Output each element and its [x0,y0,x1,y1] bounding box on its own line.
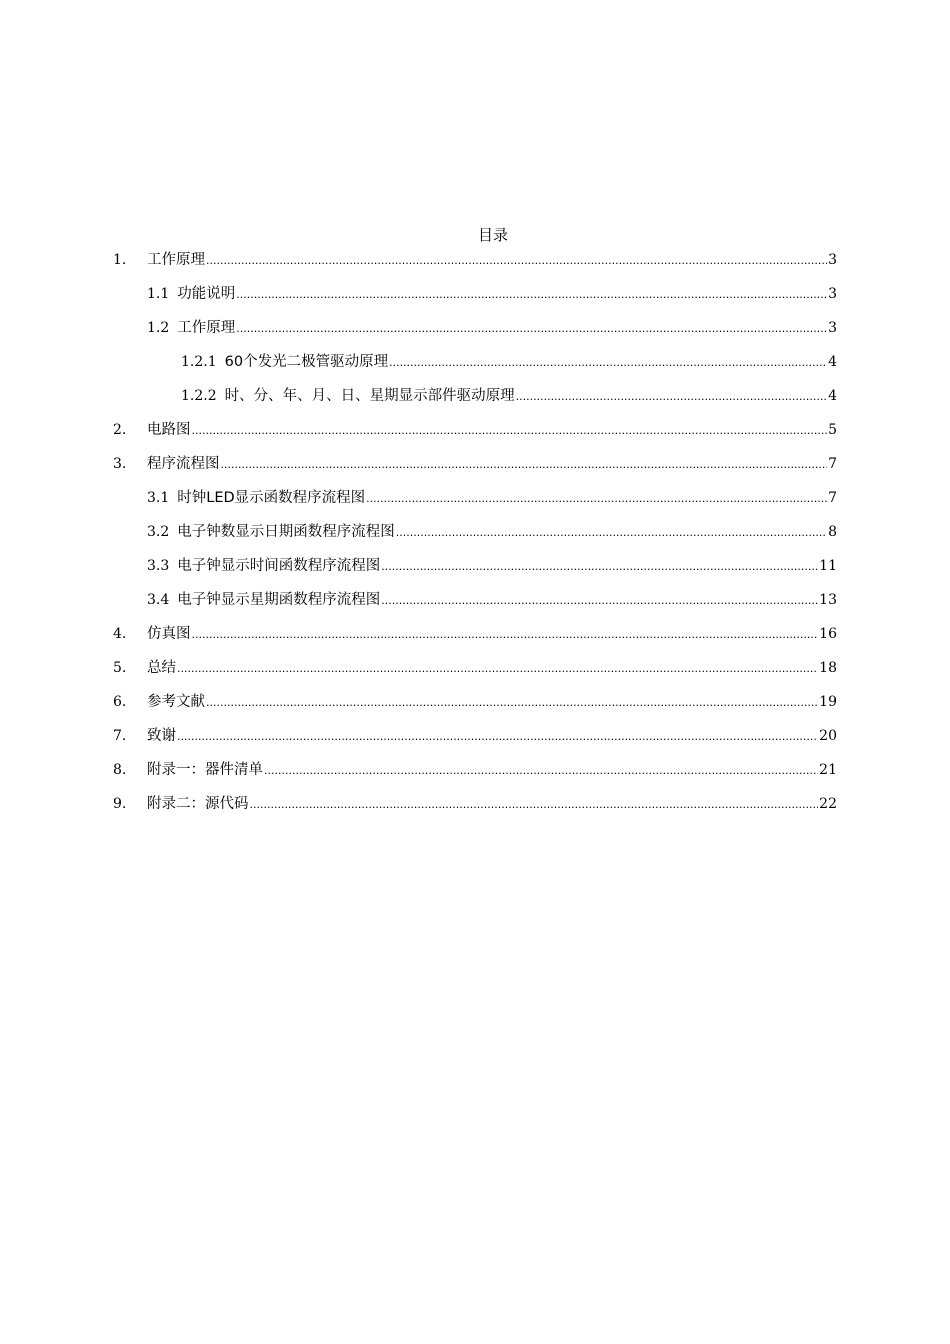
toc-entry-number: 2. [113,422,127,438]
toc-entry[interactable] [113,452,837,476]
toc-dot-leader [206,249,827,272]
toc-entry-number: 1.2.1 [181,354,217,370]
toc-entry-label: 总结 [147,660,176,676]
toc-entry-number: 1.2.2 [181,388,217,404]
toc-entry[interactable] [147,316,837,340]
toc-entry[interactable] [113,724,837,748]
toc-entry-label: 附录一：器件清单 [147,762,263,778]
toc-dot-leader [389,351,827,374]
toc-dot-leader [221,453,828,476]
toc-entry[interactable] [181,350,837,374]
toc-entry-label: 附录二：源代码 [147,796,249,812]
toc-entry-number: 3.2 [147,524,170,540]
toc-dot-leader [381,555,818,578]
toc-entry-label: 电子钟显示星期函数程序流程图 [177,592,381,608]
toc-entry-label: 时钟LED显示函数程序流程图 [177,490,366,506]
toc-entry[interactable] [113,248,837,272]
toc-entry-number: 6. [113,694,127,710]
toc-dot-leader [177,657,818,680]
toc-dot-leader [236,317,827,340]
toc-entry-page: 4 [828,388,837,404]
toc-entry-page: 4 [828,354,837,370]
toc-entry-number: 8. [113,762,127,778]
toc-entry[interactable] [147,520,837,544]
toc-dot-leader [236,283,827,306]
toc-entry-number: 1.1 [147,286,170,302]
toc-entry[interactable] [147,554,837,578]
toc-entry[interactable] [113,418,837,442]
toc-entry-label: 参考文献 [147,694,205,710]
toc-entry-page: 5 [828,422,837,438]
toc-entry-page: 7 [828,490,837,506]
toc-entry[interactable] [147,486,837,510]
toc-entry-label: 60个发光二极管驱动原理 [224,354,389,370]
toc-entry-page: 8 [828,524,837,540]
toc-entry-page: 13 [819,592,837,608]
toc-entry[interactable] [147,588,837,612]
toc-entry-page: 11 [819,558,837,574]
toc-entry-label: 功能说明 [177,286,236,302]
toc-entry[interactable] [113,792,837,816]
toc-dot-leader [516,385,827,408]
toc-dot-leader [250,793,819,816]
toc-entry-label: 致谢 [147,728,176,744]
toc-entry[interactable] [113,758,837,782]
toc-entry-number: 1. [113,252,127,268]
toc-entry-label: 时、分、年、月、日、星期显示部件驱动原理 [224,388,515,404]
toc-entry[interactable] [181,384,837,408]
toc-entry-label: 程序流程图 [147,456,220,472]
toc-entry-number: 5. [113,660,127,676]
toc-entry-page: 20 [819,728,837,744]
toc-title: 目录 [477,226,508,244]
toc-entry-page: 7 [828,456,837,472]
toc-entry-page: 19 [819,694,837,710]
toc-dot-leader [192,623,819,646]
toc-entry-number: 3.1 [147,490,170,506]
toc-entry-page: 3 [828,286,837,302]
toc-entry-number: 3.4 [147,592,170,608]
toc-dot-leader [206,691,818,714]
toc-entry-page: 16 [819,626,837,642]
toc-dot-leader [381,589,818,612]
toc-entry-number: 4. [113,626,127,642]
toc-entry-number: 9. [113,796,127,812]
toc-entry-page: 3 [828,320,837,336]
toc-entry-label: 电子钟数显示日期函数程序流程图 [177,524,395,540]
toc-entry-number: 7. [113,728,127,744]
toc-entry[interactable] [113,656,837,680]
toc-entry-page: 3 [828,252,837,268]
toc-entry-number: 3.3 [147,558,170,574]
toc-entry-label: 电路图 [147,422,191,438]
toc-entry-number: 3. [113,456,127,472]
toc-entry-label: 工作原理 [177,320,236,336]
toc-dot-leader [366,487,827,510]
toc-dot-leader [177,725,818,748]
toc-entry-label: 仿真图 [147,626,191,642]
toc-dot-leader [264,759,818,782]
toc-entry-page: 18 [819,660,837,676]
toc-entry[interactable] [113,622,837,646]
toc-entry-page: 22 [819,796,837,812]
toc-entry[interactable] [113,690,837,714]
toc-entry-number: 1.2 [147,320,170,336]
toc-dot-leader [192,419,828,442]
toc-entry-label: 工作原理 [147,252,205,268]
toc-dot-leader [396,521,827,544]
toc-entry[interactable] [147,282,837,306]
toc-entry-label: 电子钟显示时间函数程序流程图 [177,558,381,574]
toc-entry-page: 21 [819,762,837,778]
